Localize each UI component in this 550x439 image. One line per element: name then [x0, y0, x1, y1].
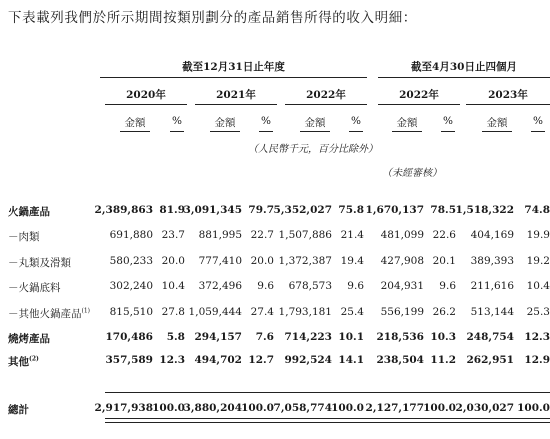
amount-cell: 238,504 — [376, 354, 424, 366]
percent-header: % — [172, 115, 182, 127]
row-label: 燒烤產品 — [8, 333, 50, 345]
amount-header-rule — [392, 131, 422, 132]
percent-cell: 27.8 — [161, 306, 185, 318]
percent-cell: 25.3 — [526, 306, 550, 318]
amount-header: 金額 — [304, 117, 326, 129]
percent-cell: 81.9 — [159, 204, 185, 216]
amount-cell: 1,518,322 — [455, 204, 514, 216]
percent-cell: 27.4 — [250, 306, 274, 318]
percent-cell: 12.7 — [248, 354, 274, 366]
amount-cell: 678,573 — [288, 280, 332, 292]
row-label: 火鍋產品 — [8, 206, 50, 218]
percent-header-rule — [531, 131, 545, 132]
percent-header-rule — [170, 131, 184, 132]
percent-cell: 79.7 — [248, 204, 274, 216]
total-percent-cell: 100.0 — [517, 402, 550, 414]
percent-cell: 14.1 — [338, 354, 364, 366]
year-header-rule — [285, 104, 367, 105]
percent-cell: 9.6 — [439, 280, 456, 292]
amount-cell: 404,169 — [470, 229, 514, 241]
percent-cell: 25.4 — [340, 306, 364, 318]
amount-header-rule — [120, 131, 150, 132]
amount-cell: 5,352,027 — [273, 204, 332, 216]
amount-cell: 1,372,387 — [278, 255, 332, 267]
amount-header: 金額 — [124, 117, 146, 129]
year-header-rule — [378, 104, 460, 105]
percent-cell: 22.6 — [432, 229, 456, 241]
group-header-full-year: 截至12月31日止年度 — [182, 61, 285, 73]
percent-cell: 10.4 — [526, 280, 550, 292]
amount-cell: 777,410 — [198, 255, 242, 267]
percent-cell: 22.7 — [250, 229, 274, 241]
percent-cell: 26.2 — [432, 306, 456, 318]
percent-cell: 20.0 — [250, 255, 274, 267]
footnote-marker: (2) — [29, 355, 39, 363]
unit-note: （人民幣千元，百分比除外） — [248, 144, 378, 155]
amount-cell: 2,389,863 — [94, 204, 153, 216]
amount-cell: 262,951 — [466, 354, 514, 366]
row-label: 其他$^{(2)}$ — [8, 355, 39, 368]
amount-cell: 3,091,345 — [183, 204, 242, 216]
amount-cell: 494,702 — [194, 354, 242, 366]
percent-cell: 10.4 — [161, 280, 185, 292]
total-amount-cell: 2,917,938 — [94, 402, 153, 414]
amount-cell: 556,199 — [380, 306, 424, 318]
total-percent-cell: 100.0 — [241, 402, 274, 414]
year-header: 2023年 — [488, 89, 528, 101]
percent-cell: 7.6 — [255, 331, 274, 343]
row-label: －肉類 — [8, 231, 40, 243]
amount-cell: 294,157 — [194, 331, 242, 343]
amount-cell: 218,536 — [376, 331, 424, 343]
amount-cell: 992,524 — [284, 354, 332, 366]
amount-header: 金額 — [396, 117, 418, 129]
amount-cell: 1,059,444 — [188, 306, 242, 318]
amount-header-rule — [210, 131, 240, 132]
amount-cell: 427,908 — [380, 255, 424, 267]
total-amount-cell: 3,880,204 — [183, 402, 242, 414]
percent-cell: 19.9 — [526, 229, 550, 241]
amount-cell: 815,510 — [109, 306, 153, 318]
percent-cell: 23.7 — [161, 229, 185, 241]
percent-cell: 9.6 — [347, 280, 364, 292]
amount-cell: 691,880 — [109, 229, 153, 241]
group-header-rule — [378, 77, 550, 78]
percent-cell: 19.2 — [526, 255, 550, 267]
amount-cell: 881,995 — [198, 229, 242, 241]
percent-cell: 75.8 — [338, 204, 364, 216]
amount-header-rule — [300, 131, 330, 132]
amount-cell: 204,931 — [380, 280, 424, 292]
year-header: 2022年 — [399, 89, 439, 101]
percent-cell: 78.5 — [430, 204, 456, 216]
amount-cell: 1,507,886 — [278, 229, 332, 241]
percent-cell: 10.1 — [338, 331, 364, 343]
total-top-rule — [105, 392, 550, 393]
row-label: －丸類及滑類 — [8, 257, 71, 269]
amount-header: 金額 — [214, 117, 236, 129]
percent-cell: 12.3 — [524, 331, 550, 343]
percent-header: % — [261, 115, 271, 127]
amount-cell: 1,670,137 — [365, 204, 424, 216]
total-percent-cell: 100.0 — [423, 402, 456, 414]
percent-cell: 11.2 — [430, 354, 456, 366]
amount-cell: 248,754 — [466, 331, 514, 343]
amount-cell: 357,589 — [105, 354, 153, 366]
percent-cell: 21.4 — [340, 229, 364, 241]
percent-cell: 12.9 — [524, 354, 550, 366]
percent-cell: 20.1 — [432, 255, 456, 267]
amount-cell: 1,793,181 — [278, 306, 332, 318]
year-header: 2021年 — [216, 89, 256, 101]
percent-cell: 12.3 — [159, 354, 185, 366]
percent-cell: 74.8 — [524, 204, 550, 216]
year-header-rule — [466, 104, 550, 105]
percent-header: % — [351, 115, 361, 127]
total-amount-cell: 2,127,177 — [365, 402, 424, 414]
amount-cell: 170,486 — [105, 331, 153, 343]
year-header-rule — [195, 104, 277, 105]
amount-cell: 302,240 — [109, 280, 153, 292]
amount-header-rule — [482, 131, 512, 132]
year-header-rule — [105, 104, 187, 105]
percent-header: % — [533, 115, 543, 127]
row-label: －其他火鍋產品$^{(1)}$ — [8, 307, 90, 320]
unaudited-note: （未經審核） — [382, 168, 442, 179]
year-header: 2022年 — [306, 89, 346, 101]
total-percent-cell: 100.0 — [331, 402, 364, 414]
percent-header-rule — [259, 131, 273, 132]
percent-cell: 20.0 — [161, 255, 185, 267]
amount-cell: 714,223 — [284, 331, 332, 343]
footnote-marker: (1) — [81, 307, 90, 315]
amount-cell: 211,616 — [470, 280, 514, 292]
intro-text: 下表載列我們於所示期間按類別劃分的產品銷售所得的收入明細： — [8, 10, 417, 26]
total-percent-cell: 100.0 — [152, 402, 185, 414]
amount-header: 金額 — [486, 117, 508, 129]
total-amount-cell: 2,030,027 — [455, 402, 514, 414]
percent-header-rule — [441, 131, 455, 132]
amount-cell: 513,144 — [470, 306, 514, 318]
total-amount-cell: 7,058,774 — [273, 402, 332, 414]
amount-cell: 372,496 — [198, 280, 242, 292]
percent-cell: 5.8 — [166, 331, 185, 343]
row-label: －火鍋底料 — [8, 282, 61, 294]
percent-header: % — [443, 115, 453, 127]
group-header-rule — [100, 77, 367, 78]
percent-cell: 9.6 — [257, 280, 274, 292]
percent-header-rule — [349, 131, 363, 132]
amount-cell: 580,233 — [109, 255, 153, 267]
amount-cell: 481,099 — [380, 229, 424, 241]
year-header: 2020年 — [126, 89, 166, 101]
total-double-rule — [105, 418, 550, 423]
group-header-four-months: 截至4月30日止四個月 — [411, 61, 517, 73]
total-label: 總計 — [8, 404, 29, 416]
percent-cell: 19.4 — [340, 255, 364, 267]
percent-cell: 10.3 — [430, 331, 456, 343]
amount-cell: 389,393 — [470, 255, 514, 267]
